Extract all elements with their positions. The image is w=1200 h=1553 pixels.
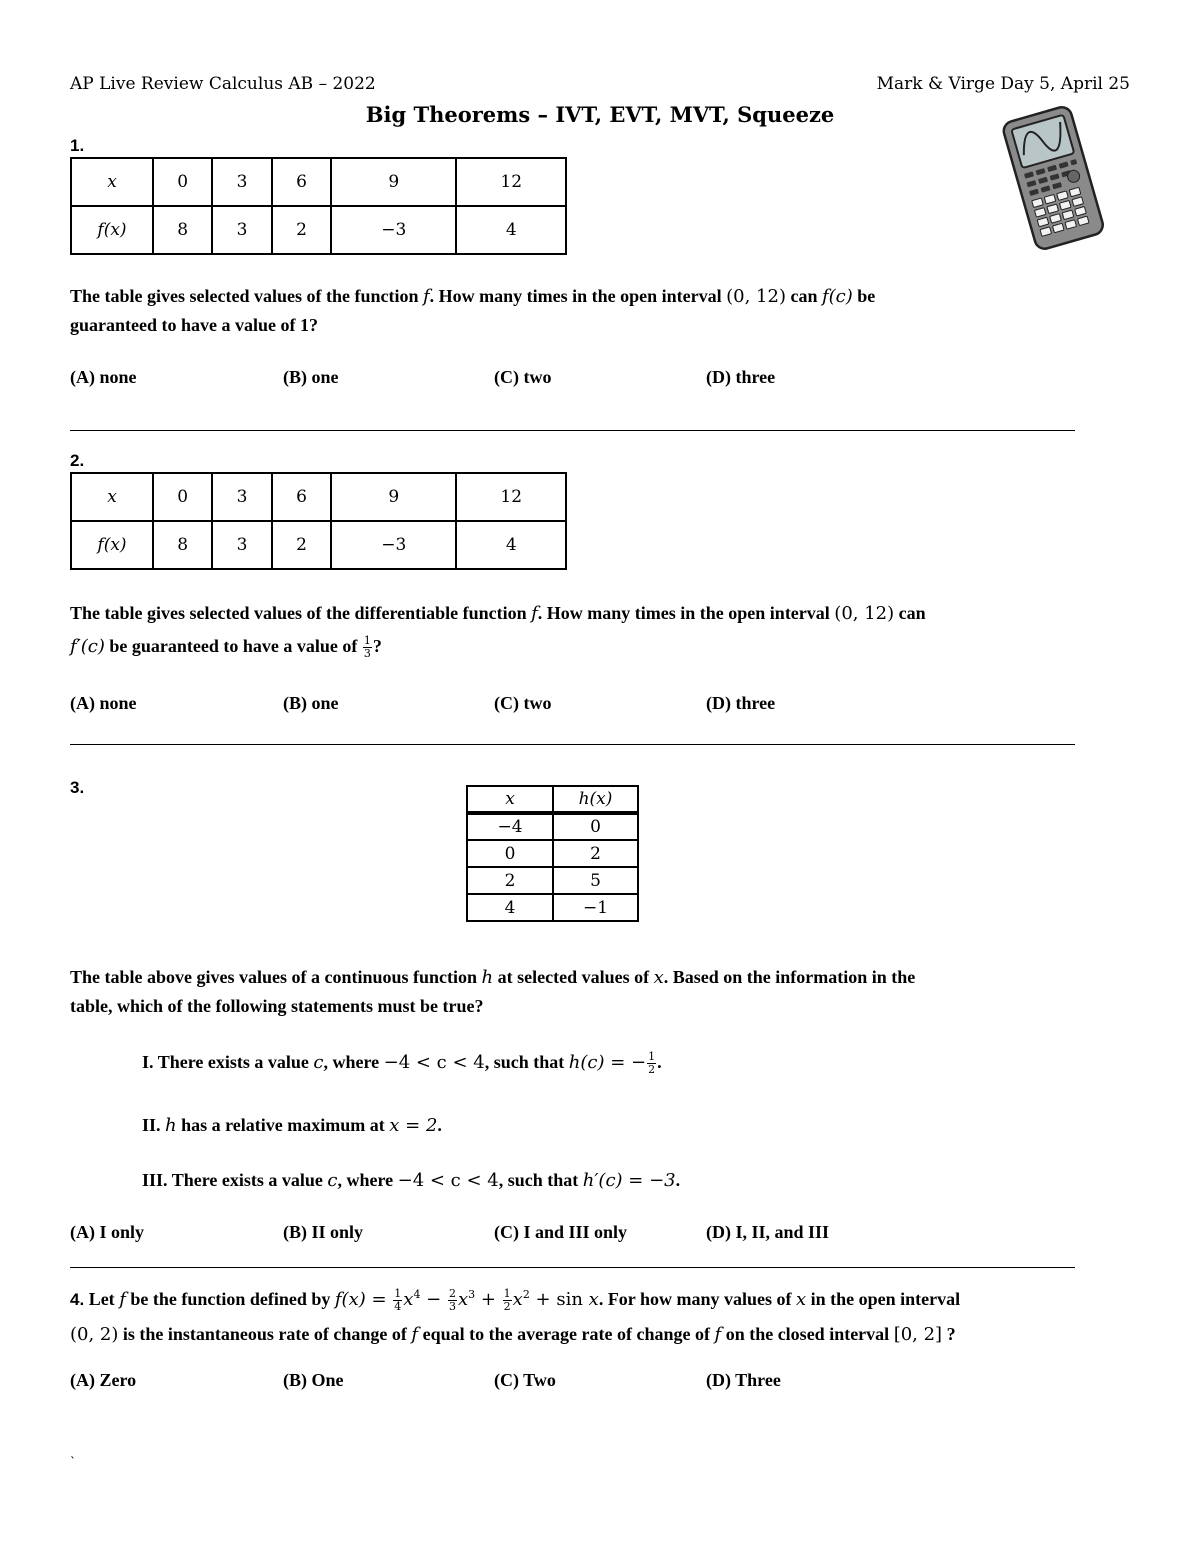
math-expr: f(c) <box>822 286 853 307</box>
statement-text: . <box>675 1170 681 1190</box>
math-var: c <box>327 1170 338 1191</box>
table-row <box>71 473 566 521</box>
q3-text: The table above gives values of a continuous function <box>70 967 482 987</box>
table-cell: −3 <box>331 521 456 569</box>
q1-text: The table gives selected values of the function <box>70 286 423 306</box>
q1-choice-d[interactable]: (D) three <box>706 367 776 387</box>
table-cell: 4 <box>467 894 553 921</box>
table-cell: 9 <box>331 473 456 521</box>
table-cell: 0 <box>553 813 638 840</box>
math-expr: h(c) = − <box>568 1052 647 1073</box>
statement-text: , such that <box>498 1170 583 1190</box>
table-row <box>467 840 638 867</box>
table-cell: 6 <box>272 158 331 206</box>
table-cell: 3 <box>212 521 271 569</box>
math-var: x <box>403 1289 414 1310</box>
divider <box>70 430 1075 431</box>
math-interval: (0, 2) <box>70 1324 119 1345</box>
q2-text: . How many times in the open interval <box>537 603 835 623</box>
q2-prompt <box>70 597 1150 663</box>
q1-choice-a[interactable]: (A) none <box>70 367 137 387</box>
fraction <box>647 1051 656 1076</box>
q1-text: . How many times in the open interval <box>429 286 727 306</box>
q3-choice-b[interactable]: (B) II only <box>283 1222 364 1242</box>
page-title: Big Theorems – IVT, EVT, MVT, Squeeze <box>365 102 835 127</box>
statement-text: has a relative maximum at <box>176 1115 390 1135</box>
statement-text: , where <box>337 1170 398 1190</box>
q4-text: on the closed interval <box>721 1324 894 1344</box>
table-header-x: x <box>467 786 553 813</box>
table-cell: 3 <box>212 206 271 254</box>
q3-text: table, which of the following statements must be true? <box>70 996 484 1016</box>
fraction-denominator: 3 <box>448 1300 456 1314</box>
math-var: f <box>531 603 538 624</box>
table-cell: 2 <box>272 206 331 254</box>
math-var: x <box>457 1289 469 1310</box>
table-cell: −3 <box>331 206 456 254</box>
statement-label: II. <box>142 1115 161 1135</box>
table-header-hx: h(x) <box>553 786 638 813</box>
fraction <box>503 1288 512 1313</box>
q1-value-table <box>70 157 567 255</box>
math-expr: h′(c) = −3 <box>582 1170 676 1191</box>
table-cell: 12 <box>456 158 566 206</box>
q2-text: can <box>894 603 926 623</box>
table-cell: 2 <box>272 521 331 569</box>
q4-prompt <box>70 1278 1160 1352</box>
q4-number: 4. <box>70 1290 85 1309</box>
q2-text: be guaranteed to have a value of <box>104 636 362 656</box>
math-operator: + <box>475 1289 502 1310</box>
q4-choice-a[interactable]: (A) Zero <box>70 1370 137 1390</box>
statement-text: , where <box>323 1052 384 1072</box>
q1-choice-c[interactable]: (C) two <box>494 367 552 387</box>
q3-statement-3 <box>142 1166 680 1195</box>
table-cell: −1 <box>553 894 638 921</box>
header-date: Mark & Virge Day 5, April 25 <box>876 74 1130 94</box>
q2-value-table <box>70 472 567 570</box>
table-cell: 8 <box>153 521 212 569</box>
statement-label: I. <box>142 1052 154 1072</box>
header-course: AP Live Review Calculus AB – 2022 <box>70 74 376 94</box>
q4-text: equal to the average rate of change of <box>418 1324 715 1344</box>
q3-choice-a[interactable]: (A) I only <box>70 1222 145 1242</box>
q2-choice-b[interactable]: (B) one <box>283 693 339 713</box>
math-exponent: 2 <box>522 1288 530 1301</box>
math-var: f <box>119 1289 126 1310</box>
divider <box>70 744 1075 745</box>
math-var: h <box>165 1115 177 1136</box>
q4-choice-d[interactable]: (D) Three <box>706 1370 781 1390</box>
table-cell: 4 <box>456 521 566 569</box>
math-expr: f(x) = <box>334 1289 393 1310</box>
stray-mark: ` <box>70 1455 76 1469</box>
q4-text: in the open interval <box>806 1289 961 1309</box>
q3-number: 3. <box>70 778 85 797</box>
q1-text: can <box>786 286 822 306</box>
math-exponent: 4 <box>413 1288 421 1301</box>
fraction-numerator: 1 <box>394 1287 402 1301</box>
fraction-numerator: 1 <box>648 1050 656 1064</box>
table-cell: 0 <box>467 840 553 867</box>
statement-text: There exists a value <box>167 1170 328 1190</box>
statement-text: There exists a value <box>153 1052 314 1072</box>
table-cell: 0 <box>153 158 212 206</box>
math-var: f <box>422 286 430 307</box>
q4-text: Let <box>84 1289 120 1309</box>
q3-value-table <box>466 785 639 922</box>
q3-text: at selected values of <box>493 967 654 987</box>
fraction <box>393 1288 402 1313</box>
math-interval: (0, 12) <box>834 603 895 624</box>
table-cell: 0 <box>153 473 212 521</box>
q2-choice-a[interactable]: (A) none <box>70 693 137 713</box>
divider <box>70 1267 1075 1268</box>
table-cell: −4 <box>467 813 553 840</box>
fraction-numerator: 1 <box>503 1287 511 1301</box>
table-cell: 12 <box>456 473 566 521</box>
q4-choice-b[interactable]: (B) One <box>283 1370 344 1390</box>
math-var: c <box>313 1052 324 1073</box>
fraction <box>363 635 372 660</box>
q3-choice-c[interactable]: (C) I and III only <box>494 1222 628 1242</box>
math-expr: −4 < c < 4 <box>397 1170 499 1191</box>
fraction-denominator: 2 <box>503 1300 511 1314</box>
fraction-numerator: 2 <box>448 1287 456 1301</box>
q1-text: guaranteed to have a value of 1? <box>70 315 318 335</box>
math-expr: f′(c) <box>70 636 105 657</box>
math-var: f <box>714 1324 722 1345</box>
math-operator: − <box>420 1289 447 1310</box>
q3-choice-d[interactable]: (D) I, II, and III <box>706 1222 830 1242</box>
table-header-fx: f(x) <box>71 521 153 569</box>
math-var: h <box>481 967 494 988</box>
fraction <box>448 1288 457 1313</box>
q1-number: 1. <box>70 136 85 155</box>
math-operator: + sin <box>529 1289 589 1310</box>
calculator-icon <box>998 104 1108 250</box>
q2-choice-d[interactable]: (D) three <box>706 693 776 713</box>
table-cell: 4 <box>456 206 566 254</box>
table-cell: 6 <box>272 473 331 521</box>
table-row <box>467 894 638 921</box>
math-var: x <box>796 1289 807 1310</box>
q3-prompt <box>70 963 1150 1020</box>
q2-text: The table gives selected values of the differentiable function <box>70 603 532 623</box>
q3-statement-1 <box>142 1048 662 1077</box>
q1-prompt <box>70 282 1130 339</box>
table-cell: 5 <box>553 867 638 894</box>
q4-choice-c[interactable]: (C) Two <box>494 1370 556 1390</box>
q4-text: . For how many values of <box>598 1289 796 1309</box>
q4-text: be the function defined by <box>125 1289 335 1309</box>
table-header-x: x <box>71 158 153 206</box>
math-expr: x = 2 <box>389 1115 438 1136</box>
q4-text: is the instantaneous rate of change of <box>118 1324 412 1344</box>
table-row <box>467 867 638 894</box>
math-interval: [0, 2] <box>893 1324 943 1345</box>
q2-number: 2. <box>70 451 85 470</box>
math-exponent: 3 <box>468 1288 476 1301</box>
table-header-fx: f(x) <box>71 206 153 254</box>
table-row <box>467 813 638 840</box>
q3-statement-2 <box>142 1111 442 1140</box>
math-var: x <box>512 1289 523 1310</box>
statement-text: . <box>437 1115 442 1135</box>
table-row <box>71 206 566 254</box>
table-cell: 8 <box>153 206 212 254</box>
statement-text: , such that <box>484 1052 569 1072</box>
q1-text: be <box>852 286 876 306</box>
fraction-denominator: 2 <box>648 1063 656 1077</box>
statement-label: III. <box>142 1170 168 1190</box>
table-cell: 3 <box>212 473 271 521</box>
statement-text: . <box>657 1052 662 1072</box>
table-row <box>467 786 638 813</box>
math-var: f <box>411 1324 419 1345</box>
fraction-denominator: 3 <box>363 647 371 661</box>
q2-text: ? <box>372 636 382 656</box>
q3-text: . Based on the information in the <box>663 967 916 987</box>
math-interval: (0, 12) <box>726 286 786 307</box>
fraction-numerator: 1 <box>363 634 371 648</box>
table-cell: 9 <box>331 158 456 206</box>
fraction-denominator: 4 <box>394 1300 402 1314</box>
q2-choice-c[interactable]: (C) two <box>494 693 552 713</box>
table-cell: 3 <box>212 158 271 206</box>
table-row <box>71 158 566 206</box>
math-var: x <box>588 1289 599 1310</box>
math-expr: −4 < c < 4 <box>383 1052 485 1073</box>
table-header-x: x <box>71 473 153 521</box>
q1-choice-b[interactable]: (B) one <box>283 367 339 387</box>
table-row <box>71 521 566 569</box>
table-cell: 2 <box>553 840 638 867</box>
math-var: x <box>653 967 664 988</box>
table-cell: 2 <box>467 867 553 894</box>
q4-text: ? <box>942 1324 956 1344</box>
